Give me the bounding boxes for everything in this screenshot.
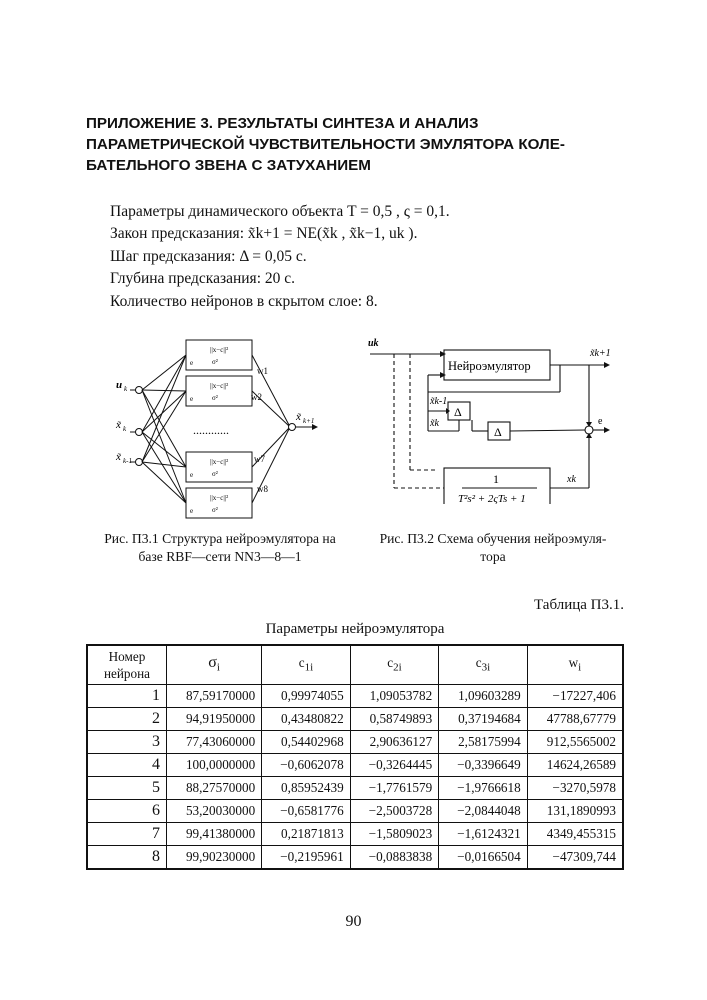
weight-w1: w1: [257, 366, 268, 376]
table-cell: −1,9766618: [439, 777, 528, 800]
table-cell: 99,41380000: [167, 823, 262, 846]
table-cell: 1,09053782: [350, 685, 439, 708]
training-scheme-diagram: [362, 334, 624, 504]
rbf-neuron-box: [186, 340, 252, 370]
label-output-sub: k+1: [303, 417, 315, 425]
table-cell: −0,6581776: [262, 800, 351, 823]
table-cell: 3: [87, 731, 167, 754]
table-cell: 2,58175994: [439, 731, 528, 754]
heading-line-2: ПАРАМЕТРИЧЕСКОЙ ЧУВСТВИТЕЛЬНОСТИ ЭМУЛЯТОРА КОЛЕ-: [86, 136, 565, 153]
label-x-sub: k: [123, 425, 127, 433]
table-cell: 912,5565002: [527, 731, 623, 754]
label-x-km1: x̃k-1: [430, 396, 448, 407]
table-cell: −17227,406: [527, 685, 623, 708]
fig1-caption-line-1: Рис. П3.1 Структура нейроэмулятора на: [104, 531, 336, 546]
param-object: Параметры динамического объекта T = 0,5 , ς = 0,1.: [110, 203, 450, 220]
tf-denominator: T²s² + 2ςTs + 1: [458, 493, 526, 504]
tf-numerator: 1: [493, 472, 499, 486]
table-row: [87, 708, 623, 731]
appendix-heading: [86, 113, 646, 176]
header-number-line-1: Номер: [108, 649, 146, 664]
table-cell: 47788,67779: [527, 708, 623, 731]
param-step: Шаг предсказания: Δ = 0,05 с.: [110, 247, 307, 265]
rbf-e-8: e: [190, 507, 194, 515]
table-cell: 94,91950000: [167, 708, 262, 731]
header-sigma: $\sigma_i$: [167, 645, 262, 685]
table-header-row: [87, 645, 623, 685]
table-row: [87, 731, 623, 754]
table-cell: 2,90636127: [350, 731, 439, 754]
hidden-dots: ............: [193, 423, 229, 437]
heading-line-1: ПРИЛОЖЕНИЕ 3. РЕЗУЛЬТАТЫ СИНТЕЗА И АНАЛИЗ: [86, 115, 479, 132]
table-cell: 8: [87, 846, 167, 870]
table-cell: −0,0883838: [350, 846, 439, 870]
label-x1-sub: k-1: [123, 457, 132, 465]
table-cell: 1: [87, 685, 167, 708]
label-u-sub: k: [124, 385, 128, 393]
param-depth: Глубина предсказания: 20 с.: [110, 270, 296, 288]
header-number-line-2: нейрона: [103, 666, 151, 681]
output-node: [289, 424, 296, 431]
label-x-out: x̃k+1: [590, 348, 611, 359]
table-cell: −1,7761579: [350, 777, 439, 800]
label-e: e: [598, 416, 603, 427]
table-row: [87, 800, 623, 823]
table-row: [87, 777, 623, 800]
table-row: [87, 754, 623, 777]
header-w: $w_i$: [527, 645, 623, 685]
rbf-num-1: ||x−c||²: [210, 346, 229, 354]
table-row: [87, 685, 623, 708]
header-c3: $c_{3i}$: [439, 645, 528, 685]
input-node: [136, 387, 143, 394]
table-cell: 131,1890993: [527, 800, 623, 823]
table-number: Таблица П3.1.: [534, 597, 624, 613]
table-cell: 0,99974055: [262, 685, 351, 708]
rbf-den-2: σ²: [212, 394, 218, 402]
label-output: x̃: [296, 411, 301, 423]
fig2-caption-line-2: тора: [480, 549, 506, 564]
param-prediction-law: Закон предсказания: x̃k+1 = NE(x̃k , x̃k−1, uk ).: [110, 225, 418, 243]
parameters-block: [110, 201, 450, 313]
rbf-den-7: σ²: [212, 470, 218, 478]
label-xk: xk: [567, 474, 576, 485]
weight-w2: w2: [251, 392, 262, 402]
fig1-caption: [86, 530, 354, 566]
delta-label-1: Δ: [454, 405, 462, 419]
table-cell: 0,21871813: [262, 823, 351, 846]
delta-label-2: Δ: [494, 425, 502, 439]
rbf-num-2: ||x−c||²: [210, 382, 229, 390]
table-cell: 1,09603289: [439, 685, 528, 708]
table-cell: 88,27570000: [167, 777, 262, 800]
table-cell: −2,5003728: [350, 800, 439, 823]
rbf-neuron-box: [186, 376, 252, 406]
weight-w7: w7: [254, 454, 265, 464]
table-cell: 99,90230000: [167, 846, 262, 870]
sum-node: [585, 426, 593, 434]
table-cell: 4: [87, 754, 167, 777]
table-cell: 100,0000000: [167, 754, 262, 777]
table-cell: −1,5809023: [350, 823, 439, 846]
fig2-caption: [362, 530, 624, 566]
weight-w8: w8: [257, 484, 268, 494]
rbf-e-2: e: [190, 395, 194, 403]
table-cell: 0,58749893: [350, 708, 439, 731]
label-x-k: x̃k: [430, 418, 439, 429]
table-cell: −47309,744: [527, 846, 623, 870]
table-cell: −0,0166504: [439, 846, 528, 870]
param-neurons: Количество нейронов в скрытом слое: 8.: [110, 292, 378, 310]
table-row: [87, 846, 623, 870]
table-row: [87, 823, 623, 846]
rbf-den-8: σ²: [212, 506, 218, 514]
rbf-num-7: ||x−c||²: [210, 458, 229, 466]
rbf-neuron-box: [186, 452, 252, 482]
rbf-num-8: ||x−c||²: [210, 494, 229, 502]
table-cell: −0,6062078: [262, 754, 351, 777]
table-cell: 5: [87, 777, 167, 800]
rbf-den-1: σ²: [212, 358, 218, 366]
header-c2: $c_{2i}$: [350, 645, 439, 685]
table-cell: 87,59170000: [167, 685, 262, 708]
rbf-e-7: e: [190, 471, 194, 479]
table-cell: 77,43060000: [167, 731, 262, 754]
page-number: 90: [345, 913, 362, 930]
rbf-neuron-box: [186, 488, 252, 518]
table-cell: −3270,5978: [527, 777, 623, 800]
fig2-caption-line-1: Рис. П3.2 Схема обучения нейроэмуля-: [379, 531, 607, 546]
table-cell: 7: [87, 823, 167, 846]
table-cell: −2,0844048: [439, 800, 528, 823]
table-cell: 0,85952439: [262, 777, 351, 800]
neuroemulator-label: Нейроэмулятор: [448, 359, 531, 373]
table-cell: 2: [87, 708, 167, 731]
table-title: Параметры нейроэмулятора: [265, 621, 445, 637]
header-c1: $c_{1i}$: [262, 645, 351, 685]
rbf-network-diagram: [100, 336, 330, 526]
rbf-e-1: e: [190, 359, 194, 367]
table-cell: 0,37194684: [439, 708, 528, 731]
table-cell: 4349,455315: [527, 823, 623, 846]
label-u: u: [116, 379, 123, 391]
table-cell: 6: [87, 800, 167, 823]
table-cell: 53,20030000: [167, 800, 262, 823]
table-cell: −1,6124321: [439, 823, 528, 846]
table-cell: 0,54402968: [262, 731, 351, 754]
table-cell: −0,3396649: [439, 754, 528, 777]
heading-line-3: БАТЕЛЬНОГО ЗВЕНА С ЗАТУХАНИЕМ: [86, 157, 371, 174]
table-cell: 0,43480822: [262, 708, 351, 731]
table-cell: −0,2195961: [262, 846, 351, 870]
input-node: [136, 459, 143, 466]
label-x: x̃: [116, 419, 121, 431]
parameters-table: [86, 644, 624, 870]
header-neuron-number: [87, 645, 167, 685]
label-x1: x̃: [116, 451, 121, 463]
fig1-caption-line-2: базе RBF—сети NN3—8—1: [138, 549, 302, 564]
label-uk: uk: [368, 338, 379, 349]
table-cell: 14624,26589: [527, 754, 623, 777]
table-cell: −0,3264445: [350, 754, 439, 777]
input-node: [136, 429, 143, 436]
